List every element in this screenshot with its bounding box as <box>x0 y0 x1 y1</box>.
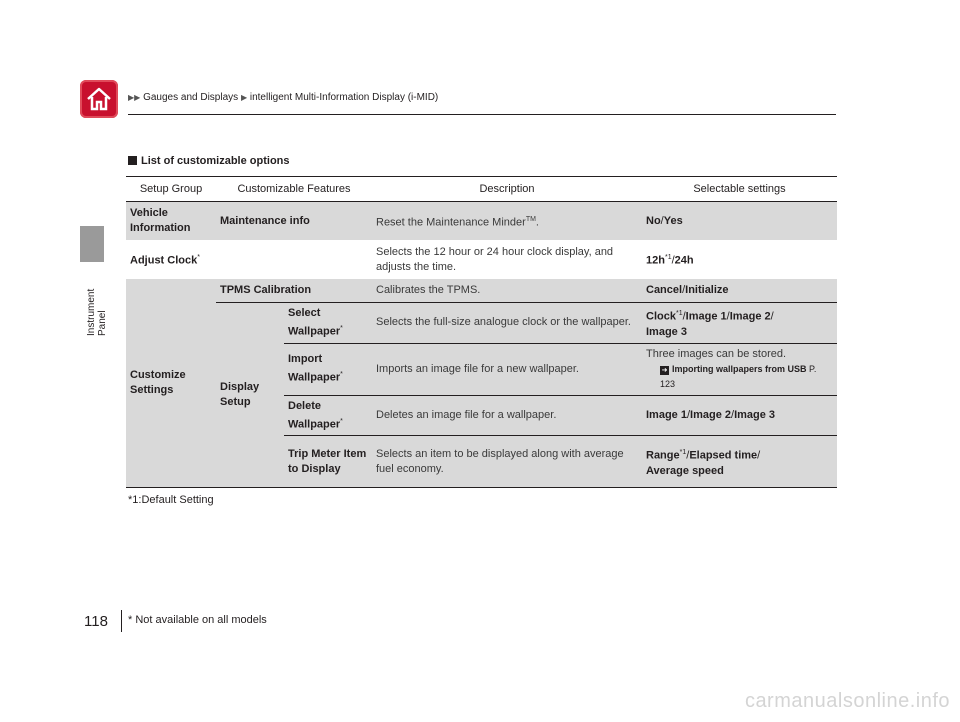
col-header-setup-group: Setup Group <box>126 177 216 202</box>
section-title: List of customizable options <box>128 155 290 167</box>
table-row <box>126 241 837 279</box>
settings-note: Three images can be stored. <box>646 347 787 360</box>
description-cell: Imports an image file for a new wallpaper. <box>372 343 642 395</box>
feature-cell: Import Wallpaper* <box>284 343 372 395</box>
cross-reference-link[interactable]: ➜ Importing wallpapers from USB P. 123 <box>660 363 817 389</box>
settings-cell: Clock$^{*1}$/Image 1/Image 2/ Image 3 <box>642 303 837 344</box>
watermark: carmanualsonline.info <box>744 690 950 712</box>
settings-cell: $12h^{*1}/24h$ <box>642 241 837 279</box>
setup-group-cell: Customize Settings <box>126 279 216 488</box>
settings-cell <box>642 343 837 395</box>
sidebar-tab-marker <box>80 226 104 262</box>
feature-cell: Select Wallpaper* <box>284 303 372 344</box>
reference-arrow-icon: ➜ <box>661 366 668 374</box>
feature-cell: Trip Meter Item to Display <box>284 436 372 488</box>
settings-cell: Range$^{*1}$/Elapsed time/ Average speed <box>642 436 837 488</box>
models-footnote: * Not available on all models <box>128 614 267 626</box>
setup-group-cell: Adjust Clock* <box>126 241 216 279</box>
chevron-right-icon: ▶▶ <box>128 93 141 102</box>
chevron-right-icon: ▶ <box>240 93 248 102</box>
breadcrumb-item-gauges[interactable]: Gauges and Displays <box>143 92 239 103</box>
description-cell: Deletes an image file for a wallpaper. <box>372 395 642 436</box>
feature-cell: Maintenance info <box>216 202 372 241</box>
house-glyph <box>84 84 114 114</box>
breadcrumb <box>128 92 438 103</box>
description-cell: Calibrates the TPMS. <box>372 279 642 303</box>
feature-cell-empty <box>216 241 372 279</box>
bullet-square-icon <box>128 156 137 165</box>
setup-group-cell: Vehicle Information <box>126 202 216 241</box>
col-header-features: Customizable Features <box>216 177 372 202</box>
description-cell: Selects the full-size analogue clock or the wallpaper. <box>372 303 642 344</box>
settings-cell: No/Yes <box>642 202 837 241</box>
subgroup-cell: Display Setup <box>216 303 284 488</box>
col-header-settings: Selectable settings <box>642 177 837 202</box>
settings-cell: Image 1/Image 2/Image 3 <box>642 395 837 436</box>
header-divider <box>128 114 836 115</box>
sidebar-chapter-label: Instrument Panel <box>86 288 108 336</box>
description-cell: Reset the Maintenance Minder™. <box>372 202 642 241</box>
description-cell: Selects the 12 hour or 24 hour clock display, and adjusts the time. <box>372 241 642 279</box>
feature-cell: Delete Wallpaper* <box>284 395 372 436</box>
table-row <box>126 202 837 241</box>
footer-divider <box>121 610 122 632</box>
home-icon[interactable] <box>80 80 118 118</box>
feature-cell: TPMS Calibration <box>216 279 372 303</box>
page-number: 118 <box>84 613 108 630</box>
table-row <box>126 303 837 344</box>
customizable-options-table <box>126 176 837 488</box>
col-header-description: Description <box>372 177 642 202</box>
breadcrumb-item-imid[interactable]: intelligent Multi-Information Display (i-MID) <box>249 92 439 103</box>
table-header-row <box>126 177 837 202</box>
description-cell: Selects an item to be displayed along with average fuel economy. <box>372 436 642 488</box>
settings-cell: Cancel/Initialize <box>642 279 837 303</box>
default-setting-footnote: *1:Default Setting <box>128 494 214 506</box>
table-row <box>126 279 837 303</box>
